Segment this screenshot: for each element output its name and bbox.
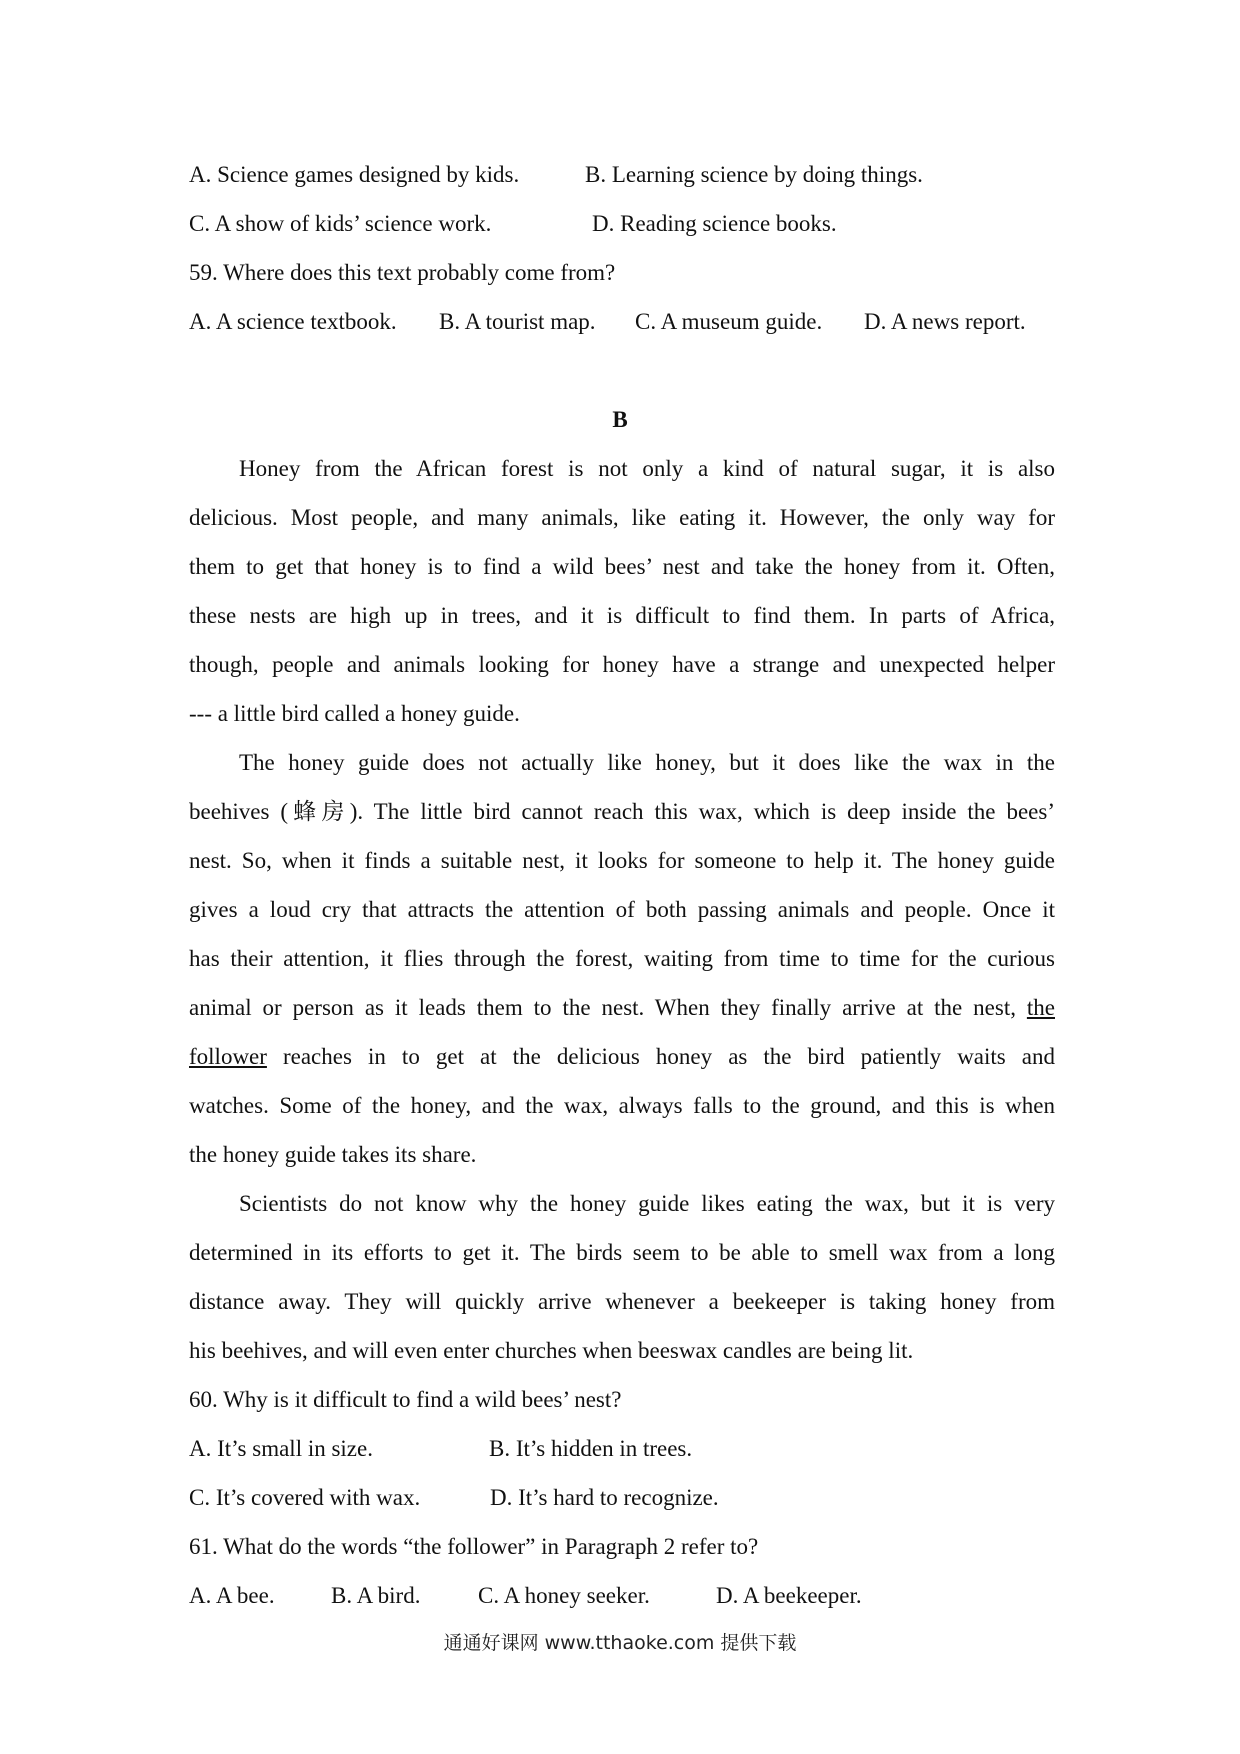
q59-option-a: A. A science textbook. (189, 309, 397, 334)
paragraph-1-line: Honey from the African forest is not only a kind of natural sugar, it is also (239, 456, 1055, 481)
paragraph-2-text: animal or person as it leads them to the nest. When they finally arrive at the nest, (189, 995, 1016, 1020)
q61-question: 61. What do the words “the follower” in Paragraph 2 refer to? (189, 1534, 759, 1559)
paragraph-1-line: --- a little bird called a honey guide. (189, 701, 520, 726)
underlined-follower: follower (189, 1044, 267, 1069)
q59-option-b: B. A tourist map. (439, 309, 596, 334)
q60-option-d: D. It’s hard to recognize. (490, 1485, 719, 1510)
paragraph-2-line: nest. So, when it finds a suitable nest, it looks for someone to help it. The honey guide (189, 848, 1055, 873)
q61-option-b: B. A bird. (331, 1583, 421, 1608)
q61-option-c: C. A honey seeker. (478, 1583, 650, 1608)
q59-option-c: C. A museum guide. (635, 309, 823, 334)
paragraph-2-line (189, 993, 1055, 1023)
paragraph-2-line: The honey guide does not actually like honey, but it does like the wax in the (239, 750, 1055, 775)
paragraph-3-line: his beehives, and will even enter churches when beeswax candles are being lit. (189, 1338, 914, 1363)
q58-option-d: D. Reading science books. (592, 211, 837, 236)
q60-option-b: B. It’s hidden in trees. (489, 1436, 693, 1461)
paragraph-1-line: these nests are high up in trees, and it is difficult to find them. In parts of Africa, (189, 603, 1055, 628)
paragraph-2-line: has their attention, it flies through the forest, waiting from time to time for the curious (189, 946, 1055, 971)
section-title: B (612, 407, 628, 432)
q61-option-d: D. A beekeeper. (716, 1583, 862, 1608)
paragraph-1-line: though, people and animals looking for honey have a strange and unexpected helper (189, 652, 1055, 677)
q59-option-d: D. A news report. (864, 309, 1026, 334)
paragraph-3-line: Scientists do not know why the honey guide likes eating the wax, but it is very (239, 1191, 1055, 1216)
q58-option-b: B. Learning science by doing things. (585, 162, 923, 187)
q59-question: 59. Where does this text probably come from? (189, 260, 616, 285)
q61-option-a: A. A bee. (189, 1583, 275, 1608)
paragraph-1-line: them to get that honey is to find a wild bees’ nest and take the honey from it. Often, (189, 554, 1055, 579)
q60-option-a: A. It’s small in size. (189, 1436, 373, 1461)
paragraph-3-line: determined in its efforts to get it. The birds seem to be able to smell wax from a long (189, 1240, 1055, 1265)
q58-option-a: A. Science games designed by kids. (189, 162, 520, 187)
q58-option-c: C. A show of kids’ science work. (189, 211, 492, 236)
paragraph-1-line: delicious. Most people, and many animals, like eating it. However, the only way for (189, 505, 1055, 530)
underlined-the: the (1026, 995, 1055, 1020)
paragraph-2-line: watches. Some of the honey, and the wax, always falls to the ground, and this is when (189, 1093, 1055, 1118)
paragraph-2-line: gives a loud cry that attracts the attention of both passing animals and people. Once it (189, 897, 1055, 922)
footer-watermark: 通通好课网 www.tthaoke.com 提供下载 (443, 1632, 797, 1654)
paragraph-2-line: beehives (蜂房). The little bird cannot reach this wax, which is deep inside the bees’ (189, 799, 1055, 824)
paragraph-2-line (189, 1042, 1055, 1072)
q60-question: 60. Why is it difficult to find a wild bees’ nest? (189, 1387, 622, 1412)
paragraph-3-line: distance away. They will quickly arrive whenever a beekeeper is taking honey from (189, 1289, 1055, 1314)
paragraph-2-text: reaches in to get at the delicious honey as the bird patiently waits and (282, 1044, 1056, 1069)
q60-option-c: C. It’s covered with wax. (189, 1485, 421, 1510)
paragraph-2-line: the honey guide takes its share. (189, 1142, 477, 1167)
